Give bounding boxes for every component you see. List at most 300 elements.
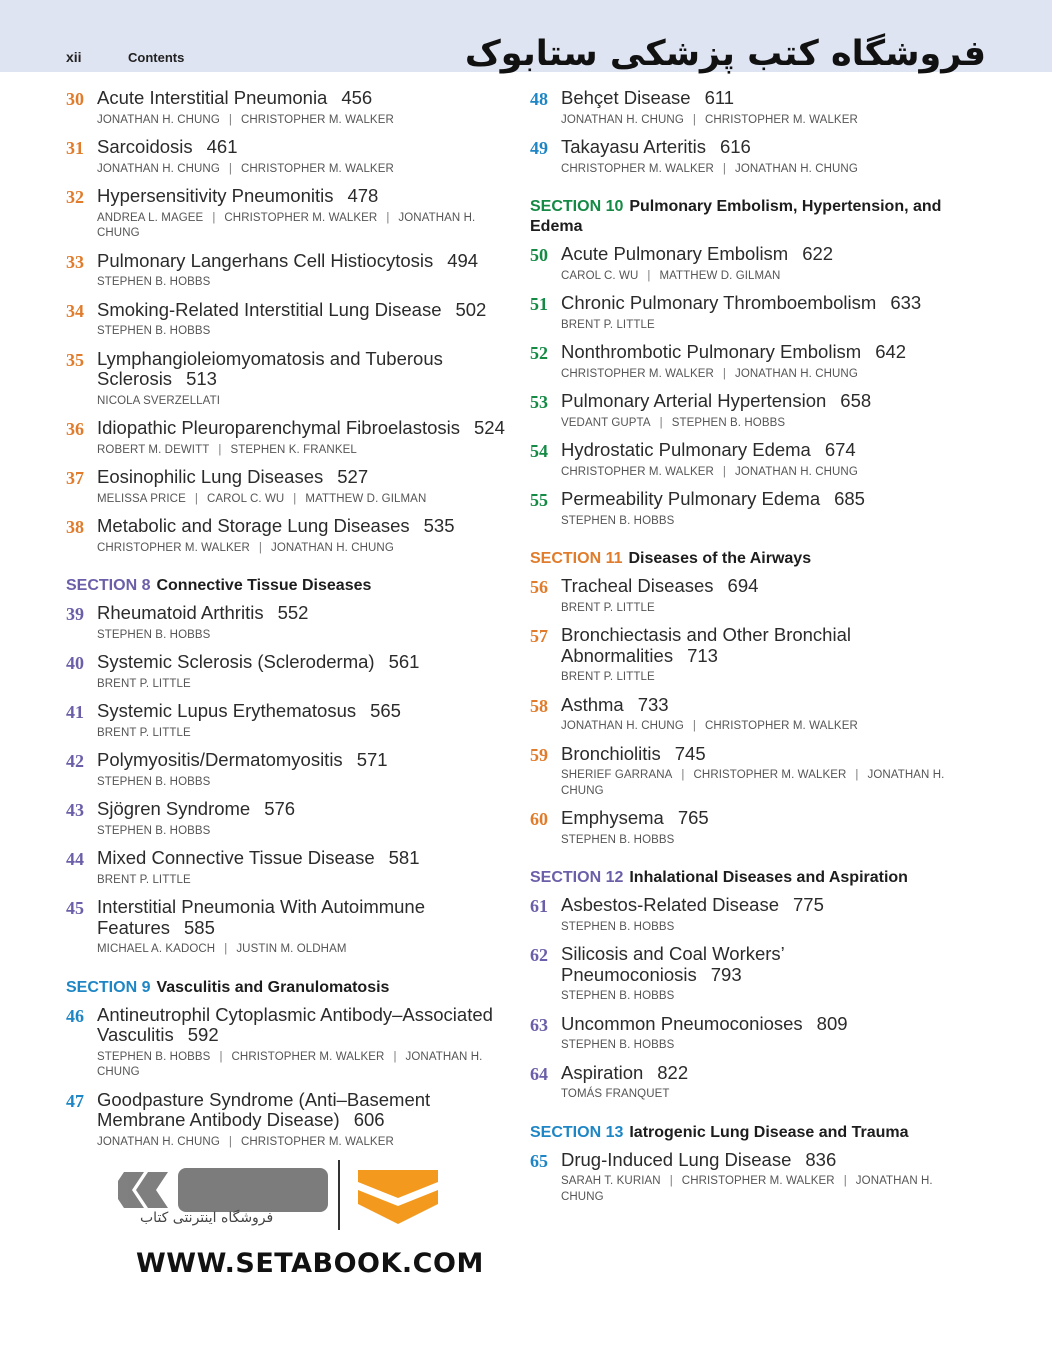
author-name: CAROL C. WU	[206, 492, 285, 505]
author-name: STEPHEN B. HOBBS	[97, 775, 211, 788]
toc-entry[interactable]	[530, 1150, 960, 1206]
chapter-page-number: 576	[264, 798, 296, 819]
chapter-page-number: 611	[704, 87, 735, 108]
chapter-page-number: 585	[184, 916, 215, 938]
chapter-title[interactable]	[561, 1014, 960, 1035]
toc-entry[interactable]	[530, 391, 960, 431]
chapter-number: 62	[530, 945, 548, 965]
chapter-page-number: 616	[719, 136, 751, 157]
chapter-title[interactable]	[561, 489, 960, 510]
chapter-title-text: Acute Interstitial Pneumonia	[97, 87, 328, 108]
setabook-logo-mark	[118, 1150, 458, 1250]
chapter-authors	[97, 113, 506, 129]
author-name: STEPHEN K. FRANKEL	[230, 443, 357, 456]
toc-entry[interactable]	[66, 897, 506, 958]
toc-entry[interactable]	[530, 244, 960, 284]
author-name: ANDREA L. MAGEE	[97, 211, 204, 224]
chapter-page-number: 461	[206, 136, 238, 157]
chapter-authors	[561, 833, 960, 849]
chapter-title[interactable]	[97, 603, 506, 624]
chapter-number: 32	[66, 187, 84, 207]
chapter-number: 53	[530, 392, 548, 412]
chapter-page-number: 633	[890, 292, 922, 313]
chapter-number: 58	[530, 695, 548, 716]
chapter-title-text: Silicosis and Coal Workers’ Pneumoconiosis	[561, 943, 785, 985]
chapter-number: 57	[530, 626, 548, 646]
author-separator: |	[393, 1050, 397, 1063]
toc-entry[interactable]	[530, 137, 960, 177]
chapter-page-number: 775	[793, 894, 824, 915]
chapter-title[interactable]	[97, 516, 506, 537]
chapter-title[interactable]	[97, 467, 506, 488]
chapter-title[interactable]	[97, 300, 506, 321]
chapter-number: 41	[66, 702, 84, 722]
author-name: STEPHEN B. HOBBS	[561, 833, 675, 846]
chapter-title-text: Lymphangioleiomyomatosis and Tuberous Sclerosis	[97, 347, 443, 389]
chapter-page-number: 713	[687, 644, 718, 666]
section-label: SECTION 13	[530, 1123, 624, 1141]
logo-site-url[interactable]: WWW.SETABOOK.COM	[136, 1248, 484, 1279]
chapter-page-number: 658	[840, 390, 872, 411]
toc-entry[interactable]	[530, 895, 960, 935]
author-separator: |	[228, 1135, 232, 1148]
section-heading	[530, 197, 960, 237]
toc-entry[interactable]	[530, 88, 960, 128]
chapter-page-number: 561	[388, 651, 420, 672]
author-name: CHRISTOPHER M. WALKER	[693, 769, 847, 781]
section-label: SECTION 10	[530, 198, 624, 215]
toc-entry[interactable]	[66, 88, 506, 128]
chapter-number: 50	[530, 245, 548, 265]
author-separator: |	[219, 1050, 223, 1063]
author-name: JONATHAN H. CHUNG	[735, 162, 858, 175]
author-name: JONATHAN H. CHUNG	[97, 1135, 220, 1148]
running-head: Contents	[128, 50, 185, 65]
author-name: STEPHEN B. HOBBS	[671, 416, 786, 429]
author-name: CHRISTOPHER M. WALKER	[561, 367, 714, 380]
chapter-title-text: Bronchiectasis and Other Bronchial Abnormalities	[561, 624, 851, 666]
chapter-title-text: Mixed Connective Tissue Disease	[97, 847, 375, 868]
chapter-number: 42	[66, 751, 84, 771]
author-separator: |	[843, 1175, 847, 1187]
author-name: NICOLA SVERZELLATI	[97, 394, 221, 407]
chapter-page-number: 765	[677, 807, 709, 828]
chapter-page-number: 524	[474, 417, 505, 438]
chapter-title[interactable]	[561, 137, 960, 158]
watermark-banner: فروشگاه کتب پزشکی ستابوک	[464, 34, 986, 74]
chapter-title[interactable]	[561, 944, 960, 985]
chapter-page-number: 793	[710, 963, 742, 985]
chapter-number: 36	[66, 419, 84, 439]
chapter-title[interactable]	[561, 1150, 960, 1171]
chapter-title-text: Sarcoidosis	[97, 136, 193, 157]
chapter-authors	[561, 162, 960, 178]
toc-entry[interactable]	[530, 440, 960, 480]
chapter-title[interactable]	[561, 744, 960, 765]
section-label: SECTION 9	[66, 978, 151, 996]
author-name: CHRISTOPHER M. WALKER	[561, 162, 714, 175]
chapter-number: 30	[66, 89, 84, 109]
author-name: VEDANT GUPTA	[561, 416, 651, 429]
setabook-logo	[118, 1150, 484, 1290]
chapter-title-text: Drug-Induced Lung Disease	[561, 1148, 792, 1170]
author-name: CHRISTOPHER M. WALKER	[240, 1135, 394, 1148]
chapter-page-number: 836	[805, 1148, 837, 1170]
chapter-title[interactable]	[97, 652, 506, 673]
chapter-number: 39	[66, 604, 84, 624]
author-name: JONATHAN H. CHUNG	[561, 1175, 933, 1203]
author-name: CHRISTOPHER M. WALKER	[231, 1050, 385, 1063]
toc-entry[interactable]	[530, 1014, 960, 1054]
section-title: Iatrogenic Lung Disease and Trauma	[629, 1123, 909, 1141]
chapter-number: 49	[530, 138, 548, 158]
page-number: xii	[66, 49, 82, 65]
chapter-title[interactable]	[561, 293, 960, 314]
author-name: JONATHAN H. CHUNG	[97, 113, 220, 126]
chapter-number: 52	[530, 343, 548, 363]
chapter-number: 51	[530, 294, 548, 314]
toc-entry[interactable]	[530, 625, 960, 686]
chapter-number: 65	[530, 1150, 548, 1171]
author-name: STEPHEN B. HOBBS	[561, 990, 675, 1002]
chapter-number: 55	[530, 490, 548, 510]
chapter-title[interactable]	[561, 895, 960, 916]
author-name: ROBERT M. DEWITT	[97, 443, 210, 456]
author-name: BRENT P. LITTLE	[561, 671, 655, 683]
author-separator: |	[224, 943, 228, 955]
author-name: JONATHAN H. CHUNG	[97, 162, 220, 175]
chapter-authors	[97, 162, 506, 178]
chapter-number: 45	[66, 898, 84, 918]
section-heading	[66, 978, 506, 998]
author-separator: |	[692, 720, 696, 732]
toc-entry[interactable]	[530, 695, 960, 735]
author-name: MATTHEW D. GILMAN	[659, 269, 781, 282]
section-title: Vasculitis and Granulomatosis	[156, 978, 390, 996]
chapter-title-text: Chronic Pulmonary Thromboembolism	[561, 292, 877, 313]
chapter-authors	[561, 465, 960, 481]
author-name: CHRISTOPHER M. WALKER	[240, 113, 394, 126]
chapter-authors	[97, 726, 506, 742]
chapter-number: 63	[530, 1014, 548, 1035]
toc-entry[interactable]	[66, 251, 506, 291]
chapter-title-text: Takayasu Arteritis	[561, 136, 706, 157]
chapter-page-number: 494	[447, 249, 479, 271]
chapter-authors	[561, 719, 960, 735]
toc-entry[interactable]	[66, 701, 506, 741]
chapter-number: 40	[66, 653, 84, 673]
author-name: MATTHEW D. GILMAN	[305, 492, 427, 505]
chapter-authors	[97, 492, 506, 508]
chapter-authors	[561, 920, 960, 936]
author-separator: |	[258, 541, 262, 554]
chapter-title[interactable]	[561, 695, 960, 716]
chapter-title-text: Uncommon Pneumoconioses	[561, 1012, 803, 1034]
toc-entry[interactable]	[66, 137, 506, 177]
toc-entry[interactable]	[66, 516, 506, 556]
author-name: JONATHAN H. CHUNG	[561, 113, 684, 126]
chapter-title[interactable]	[561, 576, 960, 597]
chapter-page-number: 478	[347, 185, 379, 206]
chapter-number: 47	[66, 1090, 84, 1111]
chapter-title-text: Bronchiolitis	[561, 742, 661, 764]
chapter-title[interactable]	[97, 349, 506, 390]
chapter-title[interactable]	[97, 137, 506, 158]
chapter-page-number: 502	[455, 298, 487, 320]
chapter-page-number: 513	[186, 368, 217, 389]
chapter-title-text: Tracheal Diseases	[561, 575, 714, 596]
author-name: TOMÁS FRANQUET	[561, 1088, 670, 1100]
chapter-title-text: Emphysema	[561, 807, 664, 828]
chapter-title-text: Rheumatoid Arthritis	[97, 602, 264, 623]
author-name: CHRISTOPHER M. WALKER	[561, 465, 714, 478]
author-separator: |	[647, 269, 651, 282]
chapter-title-text: Nonthrombotic Pulmonary Embolism	[561, 341, 862, 362]
chapter-title[interactable]	[97, 251, 506, 272]
toc-entry[interactable]	[66, 1090, 506, 1151]
chapter-authors	[561, 989, 960, 1005]
author-separator: |	[681, 769, 685, 781]
chapter-number: 61	[530, 896, 548, 916]
chapter-authors	[561, 318, 960, 334]
toc-entry[interactable]	[530, 744, 960, 800]
chapter-authors	[561, 1038, 960, 1054]
author-name: MELISSA PRICE	[97, 492, 186, 505]
chapter-title[interactable]	[97, 701, 506, 722]
author-name: CHRISTOPHER M. WALKER	[704, 720, 858, 732]
chapter-title-text: Eosinophilic Lung Diseases	[97, 466, 324, 487]
chapter-title[interactable]	[561, 244, 960, 265]
chapter-authors	[561, 670, 960, 686]
author-separator: |	[669, 1175, 673, 1187]
chapter-number: 60	[530, 809, 548, 829]
chapter-title[interactable]	[97, 799, 506, 820]
chapter-title[interactable]	[561, 342, 960, 363]
chapter-page-number: 552	[277, 602, 309, 623]
author-separator: |	[722, 162, 726, 175]
author-name: STEPHEN B. HOBBS	[561, 514, 675, 527]
chapter-title-text: Pulmonary Langerhans Cell Histiocytosis	[97, 249, 434, 271]
chapter-page-number: 592	[187, 1024, 219, 1045]
chapter-page-number: 581	[388, 847, 420, 868]
toc-entry[interactable]	[530, 576, 960, 616]
author-name: CHRISTOPHER M. WALKER	[704, 113, 858, 126]
section-heading	[530, 549, 960, 569]
section-heading	[66, 576, 506, 596]
chapter-authors	[97, 1135, 506, 1151]
chapter-authors	[97, 942, 506, 958]
chapter-page-number: 527	[337, 466, 369, 487]
toc-entry[interactable]	[66, 750, 506, 790]
toc-entry[interactable]	[530, 342, 960, 382]
author-name: CHRISTOPHER M. WALKER	[240, 162, 394, 175]
section-label: SECTION 11	[530, 550, 623, 567]
author-separator: |	[228, 113, 232, 126]
toc-entry[interactable]	[530, 489, 960, 529]
author-name: JONATHAN H. CHUNG	[735, 465, 858, 478]
chapter-page-number: 822	[657, 1061, 689, 1083]
chapter-authors	[561, 1087, 960, 1103]
chapter-title-text: Metabolic and Storage Lung Diseases	[97, 515, 410, 536]
chapter-number: 64	[530, 1063, 548, 1084]
author-name: STEPHEN B. HOBBS	[97, 325, 211, 337]
author-separator: |	[293, 492, 297, 505]
author-separator: |	[212, 211, 216, 224]
chapter-authors	[97, 824, 506, 840]
chapter-title-text: Systemic Sclerosis (Scleroderma)	[97, 651, 375, 672]
chapter-authors	[97, 443, 506, 459]
toc-entry[interactable]	[66, 467, 506, 507]
author-separator: |	[692, 113, 696, 126]
chapter-title-text: Asbestos-Related Disease	[561, 894, 779, 915]
author-name: JONATHAN H. CHUNG	[97, 211, 476, 239]
chapter-authors	[97, 211, 506, 242]
toc-entry[interactable]	[530, 1063, 960, 1103]
author-name: SHERIEF GARRANA	[561, 769, 673, 781]
author-separator: |	[722, 465, 726, 478]
chapter-number: 34	[66, 300, 84, 321]
chapter-title-text: Permeability Pulmonary Edema	[561, 488, 821, 509]
chapter-page-number: 685	[834, 488, 865, 509]
author-name: CHRISTOPHER M. WALKER	[224, 211, 378, 224]
author-name: STEPHEN B. HOBBS	[97, 824, 211, 837]
toc-entry[interactable]	[530, 293, 960, 333]
toc-entry[interactable]	[66, 186, 506, 242]
author-name: BRENT P. LITTLE	[561, 318, 655, 331]
chapter-title-text: Behçet Disease	[561, 87, 691, 108]
chapter-title-text: Polymyositis/Dermatomyositis	[97, 749, 343, 770]
section-title: Pulmonary Embolism, Hypertension, and Edema	[530, 198, 942, 235]
chapter-page-number: 456	[341, 87, 373, 108]
chapter-title-text: Smoking-Related Interstitial Lung Disease	[97, 298, 442, 320]
toc-entry[interactable]	[530, 808, 960, 848]
chapter-title[interactable]	[561, 625, 960, 666]
chapter-number: 43	[66, 800, 84, 820]
section-heading	[530, 1123, 960, 1143]
author-name: BRENT P. LITTLE	[97, 873, 191, 886]
author-separator: |	[659, 416, 663, 429]
author-separator: |	[194, 492, 198, 505]
chapter-number: 54	[530, 441, 548, 461]
chapter-authors	[561, 113, 960, 129]
section-title: Diseases of the Airways	[628, 550, 812, 567]
author-name: JONATHAN H. CHUNG	[561, 769, 945, 797]
chapter-page-number: 606	[353, 1109, 385, 1130]
author-name: SARAH T. KURIAN	[561, 1175, 661, 1187]
chapter-title[interactable]	[561, 440, 960, 461]
section-label: SECTION 12	[530, 869, 624, 886]
chapter-number: 35	[66, 349, 84, 370]
chapter-number: 48	[530, 89, 548, 109]
author-name: STEPHEN B. HOBBS	[97, 628, 211, 641]
chapter-title[interactable]	[97, 848, 506, 869]
chapter-title-text: Antineutrophil Cytoplasmic Antibody–Associated Vasculitis	[97, 1003, 493, 1045]
chapter-title[interactable]	[97, 1005, 506, 1046]
toc-entry[interactable]	[530, 944, 960, 1005]
chapter-title-text: Systemic Lupus Erythematosus	[97, 700, 357, 721]
chapter-number: 31	[66, 138, 84, 158]
chapter-title-text: Aspiration	[561, 1061, 644, 1083]
author-separator: |	[228, 162, 232, 175]
chapter-authors	[97, 541, 506, 557]
chapter-page-number: 674	[824, 439, 856, 460]
chapter-title-text: Interstitial Pneumonia With Autoimmune Features	[97, 896, 426, 938]
chapter-page-number: 571	[356, 749, 388, 770]
author-name: JONATHAN H. CHUNG	[97, 1050, 483, 1078]
chapter-title[interactable]	[97, 186, 506, 207]
chapter-title[interactable]	[561, 1063, 960, 1084]
chapter-authors	[97, 1050, 506, 1081]
section-title: Connective Tissue Diseases	[156, 577, 372, 594]
chapter-page-number: 642	[875, 341, 907, 362]
author-name: JONATHAN H. CHUNG	[561, 720, 684, 732]
chapter-number: 44	[66, 849, 84, 869]
author-name: STEPHEN B. HOBBS	[97, 276, 211, 288]
toc-entry[interactable]	[66, 652, 506, 692]
chapter-page-number: 745	[674, 742, 706, 764]
section-title: Inhalational Diseases and Aspiration	[629, 869, 908, 886]
chapter-page-number: 565	[370, 700, 401, 721]
toc-entry[interactable]	[66, 349, 506, 410]
author-name: CHRISTOPHER M. WALKER	[97, 541, 250, 554]
chapter-title[interactable]	[97, 1090, 506, 1131]
chapter-title[interactable]	[561, 391, 960, 412]
chapter-number: 33	[66, 251, 84, 272]
toc-entry[interactable]	[66, 1005, 506, 1081]
chapter-authors	[561, 601, 960, 617]
chapter-title-text: Sjögren Syndrome	[97, 798, 251, 819]
author-name: STEPHEN B. HOBBS	[561, 1039, 675, 1051]
chapter-number: 37	[66, 468, 84, 488]
chapter-title-text: Acute Pulmonary Embolism	[561, 243, 789, 264]
chapter-authors	[97, 873, 506, 889]
chapter-title[interactable]	[97, 418, 506, 439]
section-label: SECTION 8	[66, 577, 151, 594]
chapter-title[interactable]	[561, 808, 960, 829]
toc-entry[interactable]	[66, 799, 506, 839]
chapter-title[interactable]	[97, 750, 506, 771]
toc-entry[interactable]	[66, 848, 506, 888]
author-name: BRENT P. LITTLE	[97, 677, 191, 690]
chapter-authors	[97, 324, 506, 340]
author-separator: |	[386, 211, 390, 224]
author-name: JUSTIN M. OLDHAM	[236, 943, 347, 955]
chapter-title-text: Goodpasture Syndrome (Anti–Basement Membrane Antibody Disease)	[97, 1088, 431, 1130]
author-name: STEPHEN B. HOBBS	[561, 920, 675, 933]
toc-entry[interactable]	[66, 418, 506, 458]
author-name: CAROL C. WU	[561, 269, 639, 282]
chapter-number: 38	[66, 517, 84, 537]
chapter-page-number: 809	[816, 1012, 848, 1034]
toc-entry[interactable]	[66, 300, 506, 340]
toc-right-column	[530, 88, 960, 1214]
toc-left-column	[66, 88, 506, 1159]
chapter-title[interactable]	[561, 88, 960, 109]
author-name: JONATHAN H. CHUNG	[271, 541, 394, 554]
chapter-page-number: 733	[637, 693, 669, 715]
chapter-authors	[561, 269, 960, 285]
chapter-authors	[561, 514, 960, 530]
author-separator: |	[722, 367, 726, 380]
chapter-title[interactable]	[97, 88, 506, 109]
chapter-authors	[97, 775, 506, 791]
chapter-authors	[97, 275, 506, 291]
chapter-number: 59	[530, 744, 548, 765]
author-name: BRENT P. LITTLE	[561, 601, 655, 614]
chapter-title[interactable]	[97, 897, 506, 938]
chapter-authors	[97, 394, 506, 410]
toc-entry[interactable]	[66, 603, 506, 643]
